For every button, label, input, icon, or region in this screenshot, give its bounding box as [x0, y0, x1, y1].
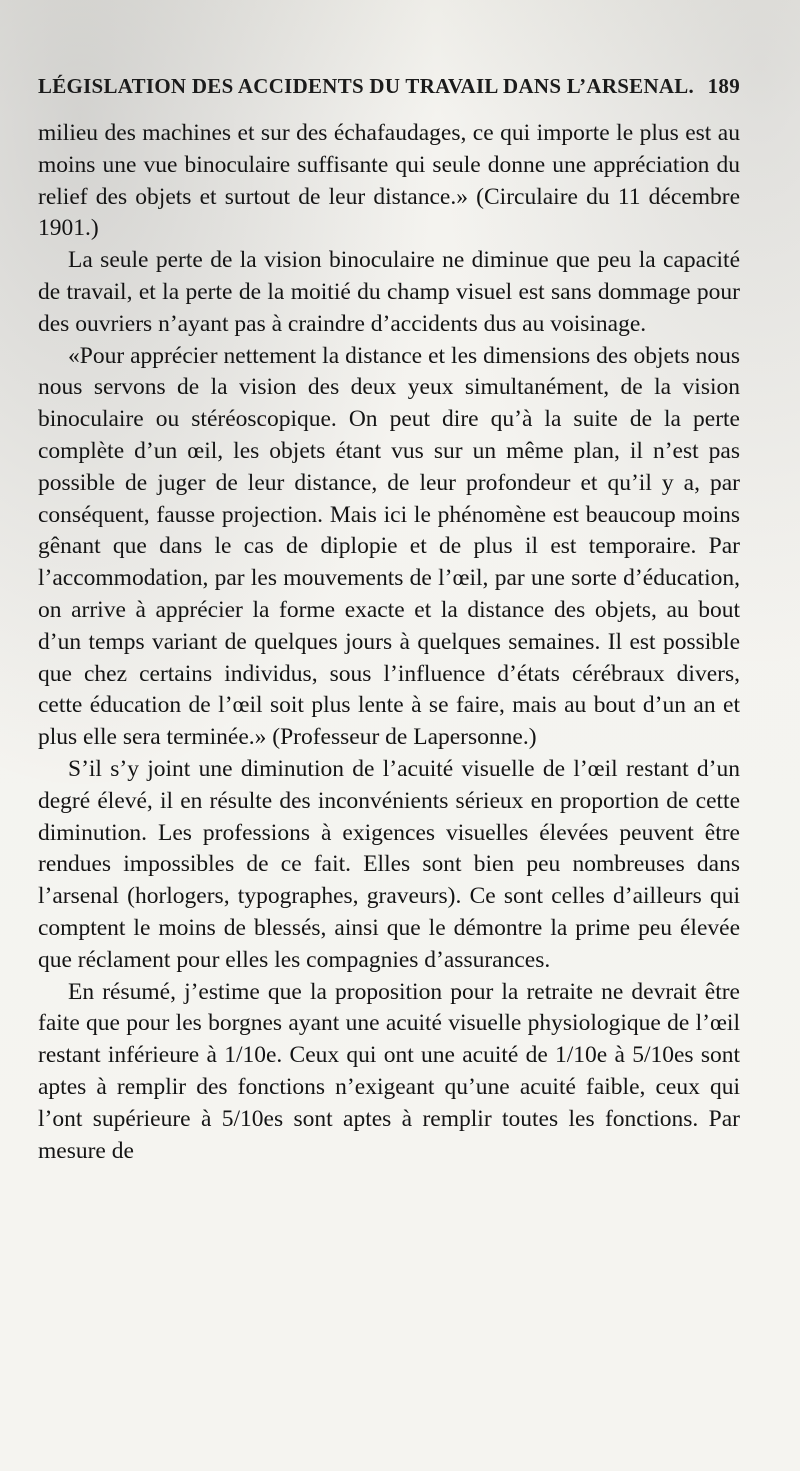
paragraph: En résumé, j’estime que la proposition pour la retraite ne devrait être faite que pour les borgnes ayant une acuité visuelle physiologique de l’œil restant inférieure à 1/10e. Ceux qui ont une acuité de 1/10e à 5/10es sont aptes à remplir des fonctions n’exigeant qu’une acuité faible, ceux qui l’ont supérieure à 5/10es sont aptes à remplir toutes les fonctions. Par mesure de [38, 978, 740, 1164]
paragraph: «Pour apprécier nettement la distance et les dimensions des objets nous nous servons de la vision des deux yeux simultanément, de la vision binoculaire ou stéréoscopique. On peut dire qu’à la suite de la perte complète d’un œil, les objets étant vus sur un même plan, il n’est pas possible de juger de leur distance, de leur profondeur et qu’il y a, par conséquent, fausse projection. Mais ici le phénomène est beaucoup moins gênant que dans le cas de diplopie et de plus il est temporaire. Par l’accommodation, par les mouvements de l’œil, par une sorte d’éducation, on arrive à apprécier la forme exacte et la distance des objets, au bout d’un temps variant de quelques jours à quelques semaines. Il est possible que chez certains individus, sous l’influence d’états cérébraux divers, cette éducation de l’œil soit plus lente à se faire, mais au bout d’un an et plus elle sera terminée.» (Professeur de Lapersonne.) [38, 342, 740, 751]
page-number: 189 [707, 74, 740, 98]
body-text [38, 118, 740, 1167]
running-title: LÉGISLATION DES ACCIDENTS DU TRAVAIL DANS L’ARSENAL. [38, 74, 695, 98]
running-header [38, 74, 740, 110]
paragraph: milieu des machines et sur des échafaudages, ce qui importe le plus est au moins une vue binoculaire suffisante qui seule donne une appréciation du relief des objets et surtout de leur distance.» (Circulaire du 11 décembre 1901.) [38, 120, 740, 242]
paragraph: S’il s’y joint une diminution de l’acuité visuelle de l’œil restant d’un degré élevé, il en résulte des inconvénients sérieux en proportion de cette diminution. Les professions à exigences visuelles élevées peuvent être rendues impossibles de ce fait. Elles sont bien peu nombreuses dans l’arsenal (horlogers, typographes, graveurs). Ce sont celles d’ailleurs qui comptent le moins de blessés, ainsi que le démontre la prime peu élevée que réclament pour elles les compagnies d’assurances. [38, 755, 740, 973]
paragraph: La seule perte de la vision binoculaire ne diminue que peu la capacité de travail, et la perte de la moitié du champ visuel est sans dommage pour des ouvriers n’ayant pas à craindre d’accidents dus au voisinage. [38, 247, 740, 337]
